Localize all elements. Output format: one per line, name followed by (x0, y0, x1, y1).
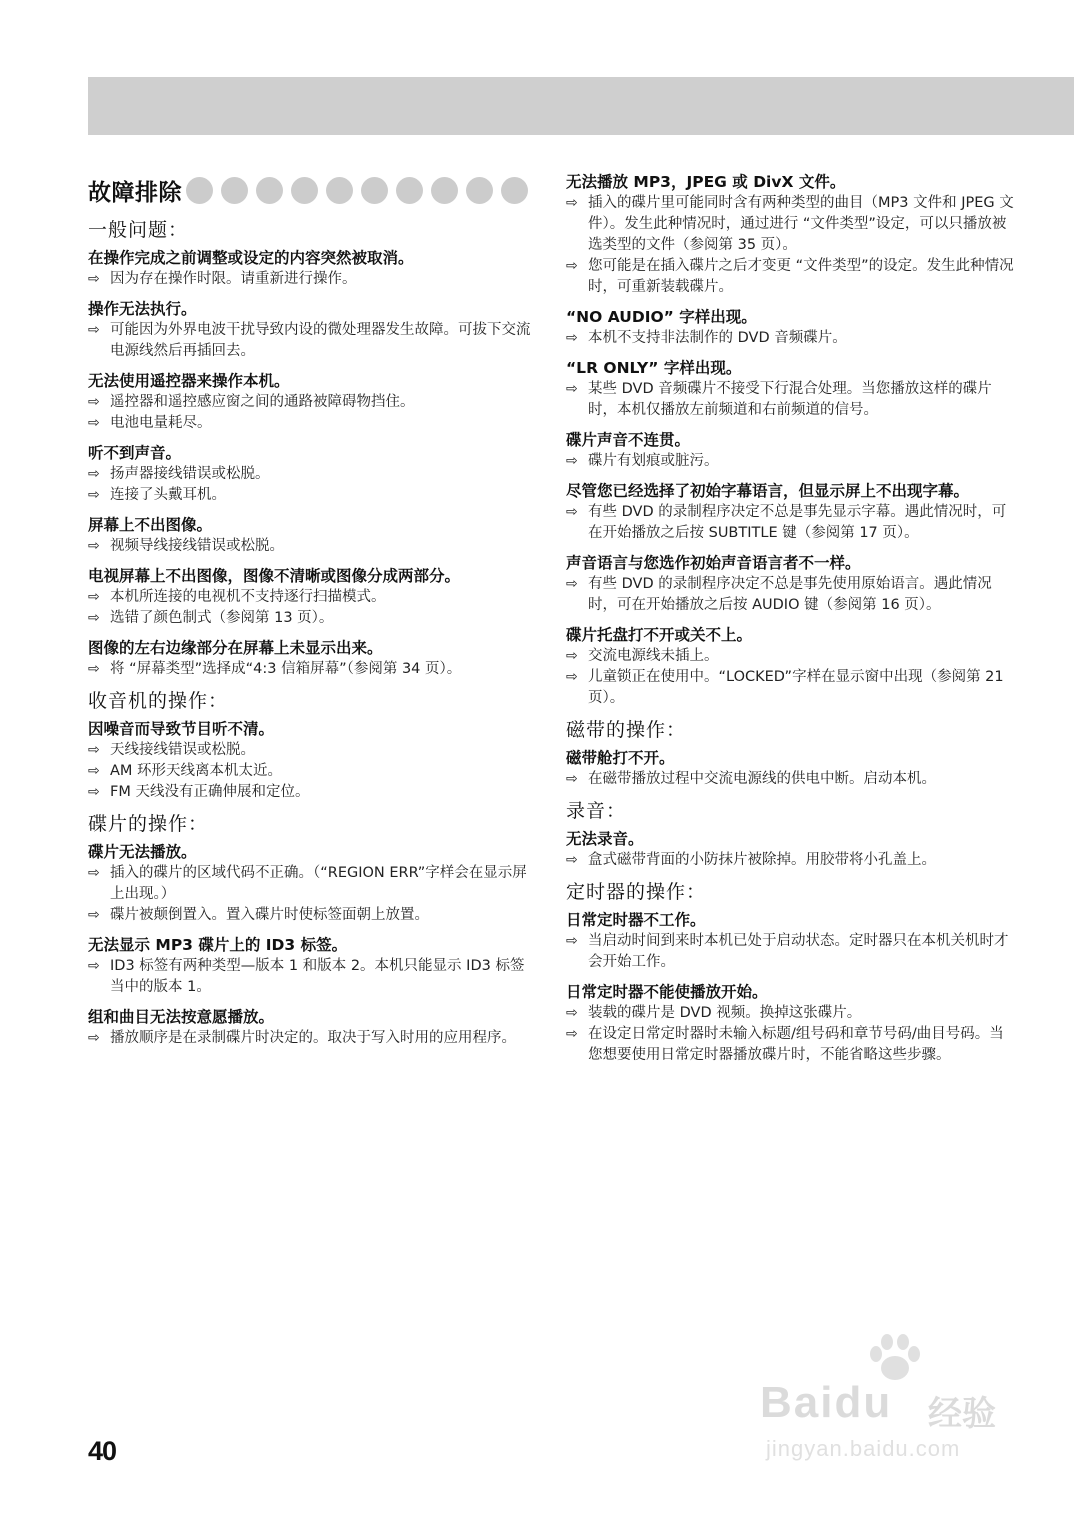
decor-dot (326, 177, 353, 204)
arrow-right-icon: ⇨ (566, 648, 578, 664)
left-sections (88, 218, 538, 1049)
decor-dot (361, 177, 388, 204)
right-column (566, 172, 1016, 1075)
decor-dot (396, 177, 423, 204)
watermark-brand-part1: Bai (760, 1378, 835, 1427)
solution-line (88, 587, 538, 608)
arrow-right-icon: ⇨ (566, 330, 578, 346)
problem-item (88, 935, 538, 998)
decor-dot (431, 177, 458, 204)
problem-symptom: 无法显示 MP3 碟片上的 ID3 标签。 (88, 936, 348, 954)
arrow-right-icon: ⇨ (88, 487, 100, 503)
solution-text: AM 环形天线离本机太近。 (110, 763, 283, 779)
solution-text: 本机不支持非法制作的 DVD 音频碟片。 (588, 330, 847, 346)
solution-text: ID3 标签有两种类型—版本 1 和版本 2。本机只能显示 ID3 标签当中的版本 1。 (110, 958, 525, 995)
watermark-brand-cn: 经验 (928, 1394, 996, 1434)
problem-symptom: 屏幕上不出图像。 (88, 516, 213, 534)
arrow-right-icon: ⇨ (88, 958, 100, 974)
solution-line (566, 379, 1016, 421)
arrow-right-icon: ⇨ (566, 852, 578, 868)
arrow-right-icon: ⇨ (88, 907, 100, 923)
problem-item (566, 358, 1016, 421)
problem-symptom: 日常定时器不工作。 (566, 911, 706, 929)
solution-text: 视频导线接线错误或松脱。 (110, 538, 284, 554)
solution-line (88, 863, 538, 905)
solution-line (566, 931, 1016, 973)
section-title: 碟片的操作： (88, 813, 209, 835)
problem-symptom: 无法使用遥控器来操作本机。 (88, 372, 290, 390)
solution-text: 您可能是在插入碟片之后才变更 “文件类型”的设定。发生此种情况时，可重新装载碟片。 (588, 258, 1014, 295)
section-title: 收音机的操作： (88, 690, 229, 712)
problem-symptom: 碟片托盘打不开或关不上。 (566, 626, 753, 644)
solution-text: 盒式磁带背面的小防抹片被除掉。用胶带将小孔盖上。 (588, 852, 936, 868)
solution-line (566, 574, 1016, 616)
arrow-right-icon: ⇨ (88, 415, 100, 431)
solution-line (88, 1028, 538, 1049)
solution-line (88, 608, 538, 629)
watermark-brand (760, 1378, 892, 1428)
problem-symptom: 操作无法执行。 (88, 300, 197, 318)
solution-line (566, 667, 1016, 709)
problem-item (566, 430, 1016, 472)
arrow-right-icon: ⇨ (88, 742, 100, 758)
problem-symptom: 声音语言与您选作初始声音语言者不一样。 (566, 554, 861, 572)
decor-dot (256, 177, 283, 204)
arrow-right-icon: ⇨ (566, 1026, 578, 1042)
arrow-right-icon: ⇨ (566, 195, 578, 211)
solution-line (88, 269, 538, 290)
left-column (88, 170, 538, 1058)
solution-text: 在磁带播放过程中交流电源线的供电中断。启动本机。 (588, 771, 936, 787)
solution-line (566, 1024, 1016, 1066)
solution-text: 当启动时间到来时本机已处于启动状态。定时器只在本机关机时才会开始工作。 (588, 933, 1009, 970)
arrow-right-icon: ⇨ (88, 466, 100, 482)
watermark-url: jingyan.baidu.com (766, 1436, 961, 1461)
solution-text: 可能因为外界电波干扰导致内设的微处理器发生故障。可拔下交流电源线然后再插回去。 (110, 322, 531, 359)
arrow-right-icon: ⇨ (566, 669, 578, 685)
solution-line (566, 328, 1016, 349)
section-title: 一般问题： (88, 219, 189, 241)
solution-text: 儿童锁正在使用中。“LOCKED”字样在显示窗中出现（参阅第 21 页）。 (588, 669, 1004, 706)
solution-line (566, 646, 1016, 667)
arrow-right-icon: ⇨ (88, 763, 100, 779)
arrow-right-icon: ⇨ (88, 538, 100, 554)
solution-line (88, 320, 538, 362)
arrow-right-icon: ⇨ (88, 394, 100, 410)
arrow-right-icon: ⇨ (88, 784, 100, 800)
solution-text: 本机所连接的电视机不支持逐行扫描模式。 (110, 589, 386, 605)
problem-symptom: 日常定时器不能使播放开始。 (566, 983, 768, 1001)
solution-text: 交流电源线未插上。 (588, 648, 719, 664)
problem-symptom: 电视屏幕上不出图像，图像不清晰或图像分成两部分。 (88, 567, 461, 585)
arrow-right-icon: ⇨ (88, 865, 100, 881)
problem-item (88, 299, 538, 362)
problem-item (566, 553, 1016, 616)
watermark-brand-part2: du (834, 1378, 893, 1427)
solution-line (566, 256, 1016, 298)
problem-symptom: “LR ONLY” 字样出现。 (566, 359, 742, 377)
arrow-right-icon: ⇨ (566, 1005, 578, 1021)
solution-line (88, 413, 538, 434)
solution-text: 因为存在操作时限。请重新进行操作。 (110, 271, 357, 287)
section-title: 定时器的操作： (566, 881, 707, 903)
problem-symptom: “NO AUDIO” 字样出现。 (566, 308, 757, 326)
watermark-logo (760, 1350, 1020, 1470)
problem-item (566, 748, 1016, 790)
solution-line (566, 193, 1016, 256)
solution-text: 播放顺序是在录制碟片时决定的。取决于写入时用的应用程序。 (110, 1030, 516, 1046)
solution-text: 装载的碟片是 DVD 视频。换掉这张碟片。 (588, 1005, 862, 1021)
solution-line (566, 1003, 1016, 1024)
problem-item (88, 248, 538, 290)
decor-dot (186, 177, 213, 204)
solution-text: 连接了头戴耳机。 (110, 487, 226, 503)
solution-text: 插入的碟片里可能同时含有两种类型的曲目（MP3 文件和 JPEG 文件）。发生此种情况时，通过进行 “文件类型”设定，可以只播放被选类型的文件（参阅第 35 页）。 (588, 195, 1014, 253)
problem-symptom: 图像的左右边缘部分在屏幕上未显示出来。 (88, 639, 383, 657)
problem-symptom: 无法播放 MP3，JPEG 或 DivX 文件。 (566, 173, 846, 191)
title-dots (186, 177, 536, 204)
problem-item (88, 443, 538, 506)
solution-line (566, 769, 1016, 790)
solution-text: 扬声器接线错误或松脱。 (110, 466, 270, 482)
section-title: 磁带的操作： (566, 719, 687, 741)
problem-item (566, 625, 1016, 709)
page-title-row (88, 170, 538, 210)
solution-line (566, 850, 1016, 871)
arrow-right-icon: ⇨ (88, 589, 100, 605)
solution-text: 选错了颜色制式（参阅第 13 页）。 (110, 610, 334, 626)
problem-item (566, 172, 1016, 298)
problem-symptom: 因噪音而导致节目听不清。 (88, 720, 275, 738)
solution-text: FM 天线没有正确伸展和定位。 (110, 784, 310, 800)
solution-line (566, 451, 1016, 472)
arrow-right-icon: ⇨ (88, 1030, 100, 1046)
problem-item (566, 481, 1016, 544)
solution-text: 碟片被颠倒置入。置入碟片时使标签面朝上放置。 (110, 907, 429, 923)
problem-symptom: 组和曲目无法按意愿播放。 (88, 1008, 275, 1026)
arrow-right-icon: ⇨ (88, 610, 100, 626)
arrow-right-icon: ⇨ (566, 258, 578, 274)
decor-dot (501, 177, 528, 204)
arrow-right-icon: ⇨ (566, 933, 578, 949)
solution-text: 遥控器和遥控感应窗之间的通路被障碍物挡住。 (110, 394, 415, 410)
solution-text: 电池电量耗尽。 (110, 415, 212, 431)
problem-item (88, 1007, 538, 1049)
problem-item (88, 515, 538, 557)
solution-line (88, 956, 538, 998)
problem-symptom: 碟片无法播放。 (88, 843, 197, 861)
solution-line (88, 485, 538, 506)
arrow-right-icon: ⇨ (566, 504, 578, 520)
header-band (88, 77, 1074, 135)
solution-line (88, 536, 538, 557)
solution-text: 天线接线错误或松脱。 (110, 742, 255, 758)
solution-line (88, 464, 538, 485)
arrow-right-icon: ⇨ (88, 271, 100, 287)
solution-line (88, 782, 538, 803)
solution-text: 在设定日常定时器时未输入标题/组号码和章节号码/曲目号码。当您想要使用日常定时器播放碟片时，不能省略这些步骤。 (588, 1026, 1004, 1063)
section-title: 录音： (566, 800, 627, 822)
problem-symptom: 磁带舱打不开。 (566, 749, 675, 767)
problem-item (566, 982, 1016, 1066)
arrow-right-icon: ⇨ (566, 771, 578, 787)
decor-dot (466, 177, 493, 204)
page-title: 故障排除 (88, 179, 182, 206)
problem-item (566, 910, 1016, 973)
solution-text: 插入的碟片的区域代码不正确。（“REGION ERR”字样会在显示屏上出现。） (110, 865, 527, 902)
solution-line (88, 761, 538, 782)
arrow-right-icon: ⇨ (566, 381, 578, 397)
problem-symptom: 尽管您已经选择了初始字幕语言，但显示屏上不出现字幕。 (566, 482, 970, 500)
problem-symptom: 无法录音。 (566, 830, 644, 848)
right-sections (566, 172, 1016, 1066)
page-number: 40 (88, 1436, 117, 1466)
solution-line (88, 740, 538, 761)
problem-item (566, 829, 1016, 871)
arrow-right-icon: ⇨ (566, 576, 578, 592)
arrow-right-icon: ⇨ (88, 322, 100, 338)
solution-text: 某些 DVD 音频碟片不接受下行混合处理。当您播放这样的碟片时，本机仅播放左前频道和右前频道的信号。 (588, 381, 992, 418)
problem-item (88, 719, 538, 803)
solution-line (88, 905, 538, 926)
solution-line (88, 659, 538, 680)
solution-text: 有些 DVD 的录制程序决定不总是事先显示字幕。遇此情况时，可在开始播放之后按 SUBTITLE 键（参阅第 17 页）。 (588, 504, 1007, 541)
problem-item (88, 566, 538, 629)
problem-item (88, 842, 538, 926)
solution-text: 碟片有划痕或脏污。 (588, 453, 719, 469)
solution-text: 有些 DVD 的录制程序决定不总是事先使用原始语言。遇此情况时，可在开始播放之后按 AUDIO 键（参阅第 16 页）。 (588, 576, 992, 613)
solution-line (566, 502, 1016, 544)
problem-symptom: 听不到声音。 (88, 444, 182, 462)
decor-dot (291, 177, 318, 204)
problem-symptom: 在操作完成之前调整或设定的内容突然被取消。 (88, 249, 414, 267)
problem-item (566, 307, 1016, 349)
problem-symptom: 碟片声音不连贯。 (566, 431, 691, 449)
problem-item (88, 638, 538, 680)
arrow-right-icon: ⇨ (566, 453, 578, 469)
decor-dot (221, 177, 248, 204)
solution-line (88, 392, 538, 413)
solution-text: 将 “屏幕类型”选择成“4:3 信箱屏幕”（参阅第 34 页）。 (110, 661, 462, 677)
arrow-right-icon: ⇨ (88, 661, 100, 677)
problem-item (88, 371, 538, 434)
